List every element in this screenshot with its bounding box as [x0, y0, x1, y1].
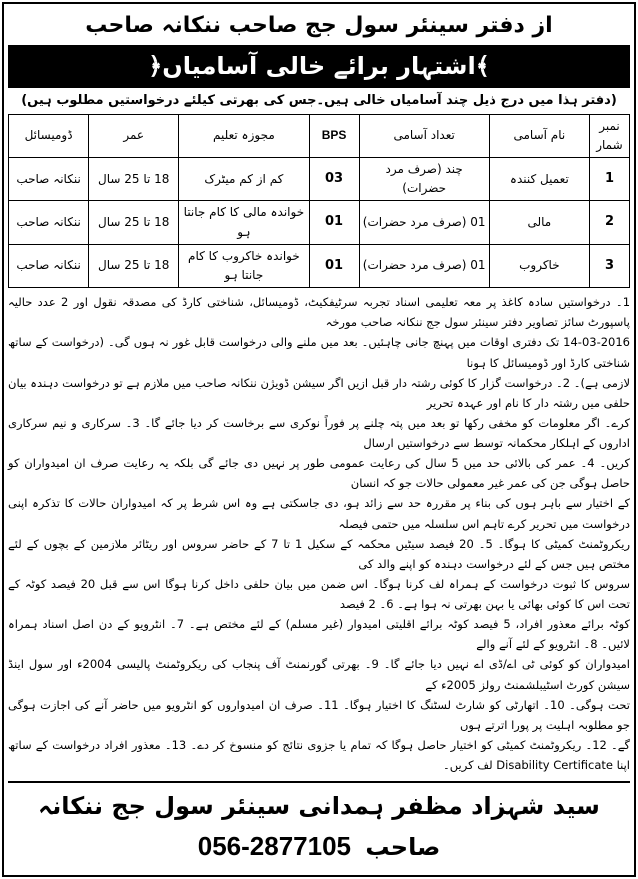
cell-education: کم از کم میٹرک [179, 158, 309, 201]
terms-line: کریں۔ 4۔ عمر کی بالائی حد میں 5 سال کی رعایت عمومی طور پر نہیں دی جائے گی بلکہ یہ رعایت صرف ان امیدواران کو حاصل ہوگی جن کی عمر غیر معمولی حالات جو کہ انسان [8, 456, 630, 491]
cell-age: 18 تا 25 سال [89, 158, 179, 201]
cell-bps: 01 [309, 244, 359, 287]
cell-post: مالی [489, 201, 589, 244]
cell-domicile: ننکانہ صاحب [9, 158, 89, 201]
cell-bps: 01 [309, 201, 359, 244]
header-post: نام آسامی [489, 114, 589, 157]
office-title: از دفتر سینئر سول جج صاحب ننکانہ صاحب [85, 13, 553, 38]
cell-age: 18 تا 25 سال [89, 244, 179, 287]
cell-count: چند (صرف مرد حضرات) [359, 158, 489, 201]
header-age: عمر [89, 114, 179, 157]
terms-line: 14-03-2016 تک دفتری اوقات میں پہنچ جانی چاہئیں۔ بعد میں ملنے والی درخواست قابل غور نہ ہوں گی۔ (درخواست کے ساتھ شناختی کارڈ اور ڈومیسائل کا ہونا [8, 335, 630, 370]
header-serial: نمبر شمار [589, 114, 629, 157]
table-row [9, 244, 630, 287]
terms-line: لازمی ہے)۔ 2۔ درخواست گزار کا کوئی رشتہ دار قبل ازیں اگر سیشن ڈویژن ننکانہ صاحب میں ملازم ہے تو درخواست دہندہ بیان حلفی میں رشتہ دار کا نام اور عہدہ تحریر [8, 375, 631, 410]
cell-domicile: ننکانہ صاحب [9, 244, 89, 287]
advertisement-frame [2, 2, 636, 877]
cell-bps: 03 [309, 158, 359, 201]
cell-serial: 1 [589, 158, 629, 201]
header-count: تعداد آسامی [359, 114, 489, 157]
cell-post: خاکروب [489, 244, 589, 287]
header-domicile: ڈومیسائل [9, 114, 89, 157]
cell-serial: 3 [589, 244, 629, 287]
header-education: مجوزہ تعلیم [179, 114, 309, 157]
header-bps: BPS [309, 114, 359, 157]
terms-line: سروس کا ثبوت درخواست کے ہمراہ لف کرنا ہوگا۔ اس ضمن میں بیان حلفی داخل کرنا ہوگا اس سے قبل 20 فیصد کوٹہ کے تحت اس کا کوئی بھائی یا بہن بھرتی نہ ہوا ہے۔ 6۔ 2 فیصد [8, 576, 630, 612]
terms-paragraph [8, 292, 630, 775]
table-row [9, 201, 630, 244]
cell-domicile: ننکانہ صاحب [9, 201, 89, 244]
terms-line: کے اختیار سے باہر ہوں کی بناء پر مقررہ حد سے زائد ہو، دی جاسکتی ہے وہ اس شرط پر کہ امیدواران حالات کا تذکرہ اپنی درخواست میں تحریر کرے تاہم اس سلسلہ میں حتمی فیصلہ [8, 496, 630, 531]
phone-number: 056-2877105 [197, 830, 351, 861]
cell-serial: 2 [589, 201, 629, 244]
cell-education: خواندہ خاکروب کا کام جانتا ہو [179, 244, 309, 287]
cell-age: 18 تا 25 سال [89, 201, 179, 244]
terms-line: گے۔ 12۔ ریکروٹمنٹ کمیٹی کو اختیار حاصل ہوگا کہ تمام یا جزوی نتائج کو منسوخ کر دے۔ 13۔ معذور افراد درخواست کے ساتھ اپنا Disability Certificate لف کریں۔ [8, 737, 630, 773]
terms-line: کوٹہ برائے معذور افراد، 5 فیصد کوٹہ برائے اقلیتی امیدوار (غیر مسلم) کے لئے مختص ہے۔ 7۔ انٹرویو کے دن اصل اسناد ہمراہ لائیں۔ 8۔ انٹرویو کے لئے آنے والے [8, 617, 631, 652]
table-row [9, 158, 630, 201]
cell-count: 01 (صرف مرد حضرات) [359, 244, 489, 287]
vacancies-banner: ﴾اشتہار برائے خالی آسامیاں﴿ [8, 45, 630, 87]
signatory-name: سید شہزاد مظفر ہمدانی سینئر سول جج ننکانہ صاحب [38, 792, 600, 861]
cell-post: تعمیل کنندہ [489, 158, 589, 201]
vacancies-table [8, 114, 630, 289]
terms-line: 1۔ درخواستیں سادہ کاغذ پر معہ تعلیمی اسناد تجربہ سرٹیفکیٹ، ڈومیسائل، شناختی کارڈ کی مصدقہ نقول اور 2 عدد حالیہ پاسپورٹ سائز تصاویر دفتر سینئر سول جج ننکانہ صاحب مورخہ [8, 295, 631, 330]
terms-line: کرے۔ اگر معلومات کو مخفی رکھا تو بعد میں پتہ چلنے پر فوراً نوکری سے برخاست کر دیا جائے گا۔ 3۔ سرکاری و نیم سرکاری اداروں کے اہلکار محکمانہ توسط سے درخواستیں ارسال [8, 415, 630, 451]
signature-footer [8, 781, 630, 871]
cell-count: 01 (صرف مرد حضرات) [359, 201, 489, 244]
terms-line: تحت ہوگی۔ 10۔ اتھارٹی کو شارٹ لسٹنگ کا اختیار ہوگا۔ 11۔ صرف ان امیدواروں کو انٹرویو میں حاضر آنے کی اجازت ہوگی جو مطلوبہ اہلیت پر پورا اترتے ہوں [8, 697, 630, 732]
table-header-row [9, 114, 630, 157]
intro-text: (دفتر ہذا میں درج ذیل چند آسامیاں خالی ہیں۔جس کی بھرتی کیلئے درخواستیں مطلوب ہیں) [21, 92, 617, 108]
terms-line: ریکروٹمنٹ کمیٹی کا ہوگا۔ 5۔ 20 فیصد سیٹیں محکمہ کے سکیل 1 تا 7 کے حاضر سروس اور ریٹائر ملازمین کے بچوں کے لئے مختص ہیں جس کے لئے درخواست دہندہ کو اپنے والد کی [8, 536, 631, 571]
cell-education: خواندہ مالی کا کام جانتا ہو [179, 201, 309, 244]
terms-line: امیدواران کو کوئی ٹی اے/ڈی اے نہیں دیا جائے گا۔ 9۔ بھرتی گورنمنٹ آف پنجاب کی ریکروٹمنٹ پالیسی 2004ء اور سول اینڈ سیشن کورٹ اسٹیبلشمنٹ رولز 2005ء کے [8, 657, 631, 692]
